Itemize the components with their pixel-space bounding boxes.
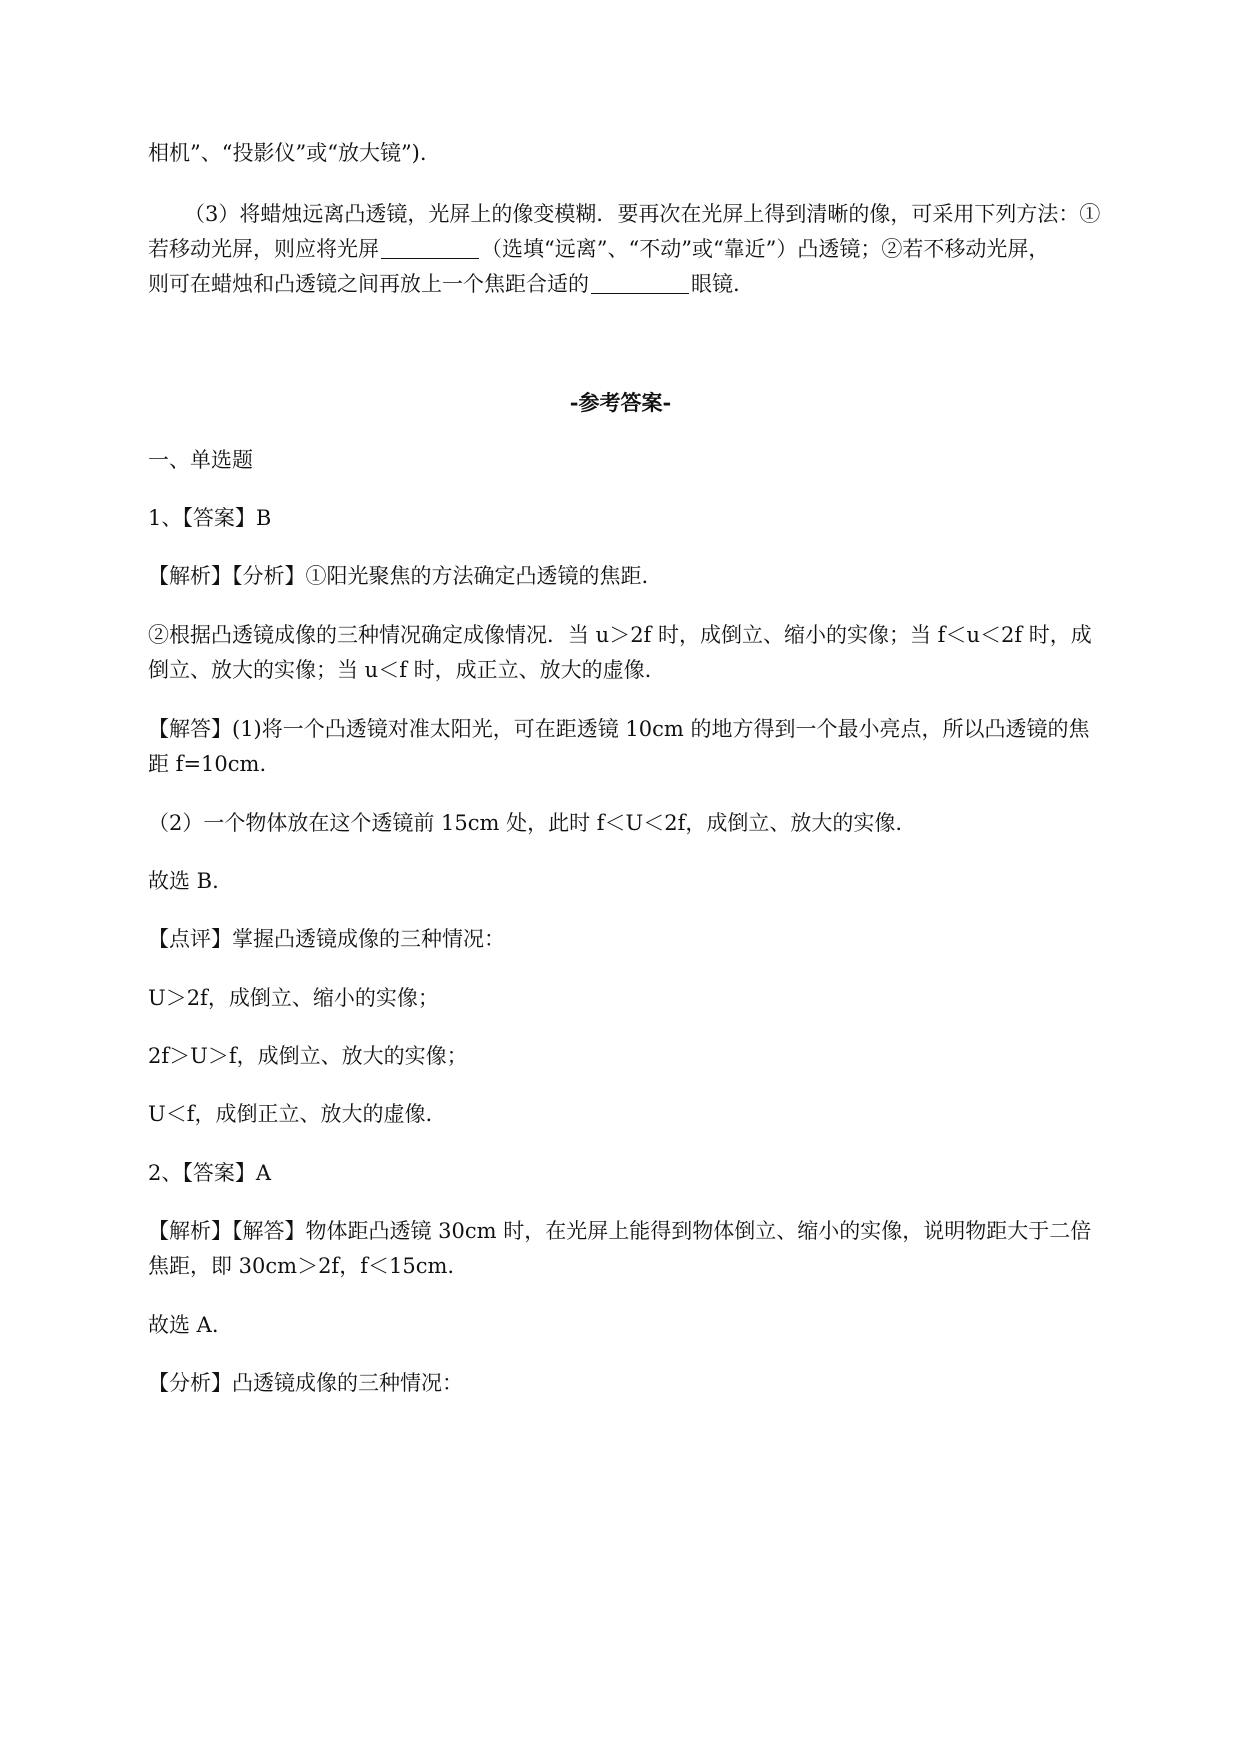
question3-text-before-blank1: 若移动光屏，则应将光屏 bbox=[148, 237, 379, 261]
q1-analysis: 【解析】【分析】①阳光聚焦的方法确定凸透镜的焦距. bbox=[148, 564, 649, 588]
q1-case1: U＞2f，成倒立、缩小的实像； bbox=[148, 986, 439, 1010]
q2-analysis: 【分析】凸透镜成像的三种情况： bbox=[148, 1371, 463, 1395]
q1-choice: 故选 B. bbox=[148, 869, 219, 893]
question3-text-before-blank2: 则可在蜡烛和凸透镜之间再放上一个焦距合适的 bbox=[148, 272, 589, 296]
question3-continuation-line: 相机”、“投影仪”或“放大镜”). bbox=[148, 141, 427, 165]
q1-case3: U＜f，成倒正立、放大的虚像. bbox=[148, 1102, 433, 1126]
q1-solution-part2: （2）一个物体放在这个透镜前 15cm 处，此时 f＜U＜2f，成倒立、放大的实像. bbox=[148, 811, 903, 835]
fill-blank-1[interactable] bbox=[381, 238, 479, 259]
q1-case2: 2f＞U＞f，成倒立、放大的实像； bbox=[148, 1044, 468, 1068]
answers-heading: -参考答案- bbox=[569, 390, 672, 415]
q1-answer: 1、【答案】B bbox=[148, 506, 272, 530]
q2-solution-line2: 焦距，即 30cm＞2f，f＜15cm. bbox=[148, 1254, 455, 1278]
question3-text-after-blank1: （选填“远离”、“不动”或“靠近”）凸透镜；②若不移动光屏， bbox=[481, 237, 1050, 261]
q1-analysis2-line1: ②根据凸透镜成像的三种情况确定成像情况．当 u＞2f 时，成倒立、缩小的实像；当 f＜u＜2f 时，成 bbox=[148, 623, 1092, 647]
q2-solution-line1: 【解析】【解答】物体距凸透镜 30cm 时，在光屏上能得到物体倒立、缩小的实像，说明物距大于二倍 bbox=[148, 1219, 1092, 1243]
question3-part3-line3 bbox=[148, 269, 1158, 299]
q1-solution-line1: 【解答】(1)将一个凸透镜对准太阳光，可在距透镜 10cm 的地方得到一个最小亮点，所以凸透镜的焦 bbox=[148, 717, 1090, 741]
q1-solution-line2: 距 f=10cm. bbox=[148, 752, 267, 776]
q1-analysis2-line2: 倒立、放大的实像；当 u＜f 时，成正立、放大的虚像. bbox=[148, 658, 652, 682]
q2-answer: 2、【答案】A bbox=[148, 1161, 272, 1185]
q1-comment: 【点评】掌握凸透镜成像的三种情况： bbox=[148, 927, 505, 951]
fill-blank-2[interactable] bbox=[591, 273, 689, 294]
question3-part3-line1: （3）将蜡烛远离凸透镜，光屏上的像变模糊．要再次在光屏上得到清晰的像，可采用下列方法：① bbox=[184, 202, 1101, 226]
question3-part3-line2 bbox=[148, 234, 1158, 264]
question3-text-after-blank2: 眼镜. bbox=[691, 272, 740, 296]
section-title: 一、单选题 bbox=[148, 448, 253, 472]
q2-choice: 故选 A. bbox=[148, 1313, 219, 1337]
